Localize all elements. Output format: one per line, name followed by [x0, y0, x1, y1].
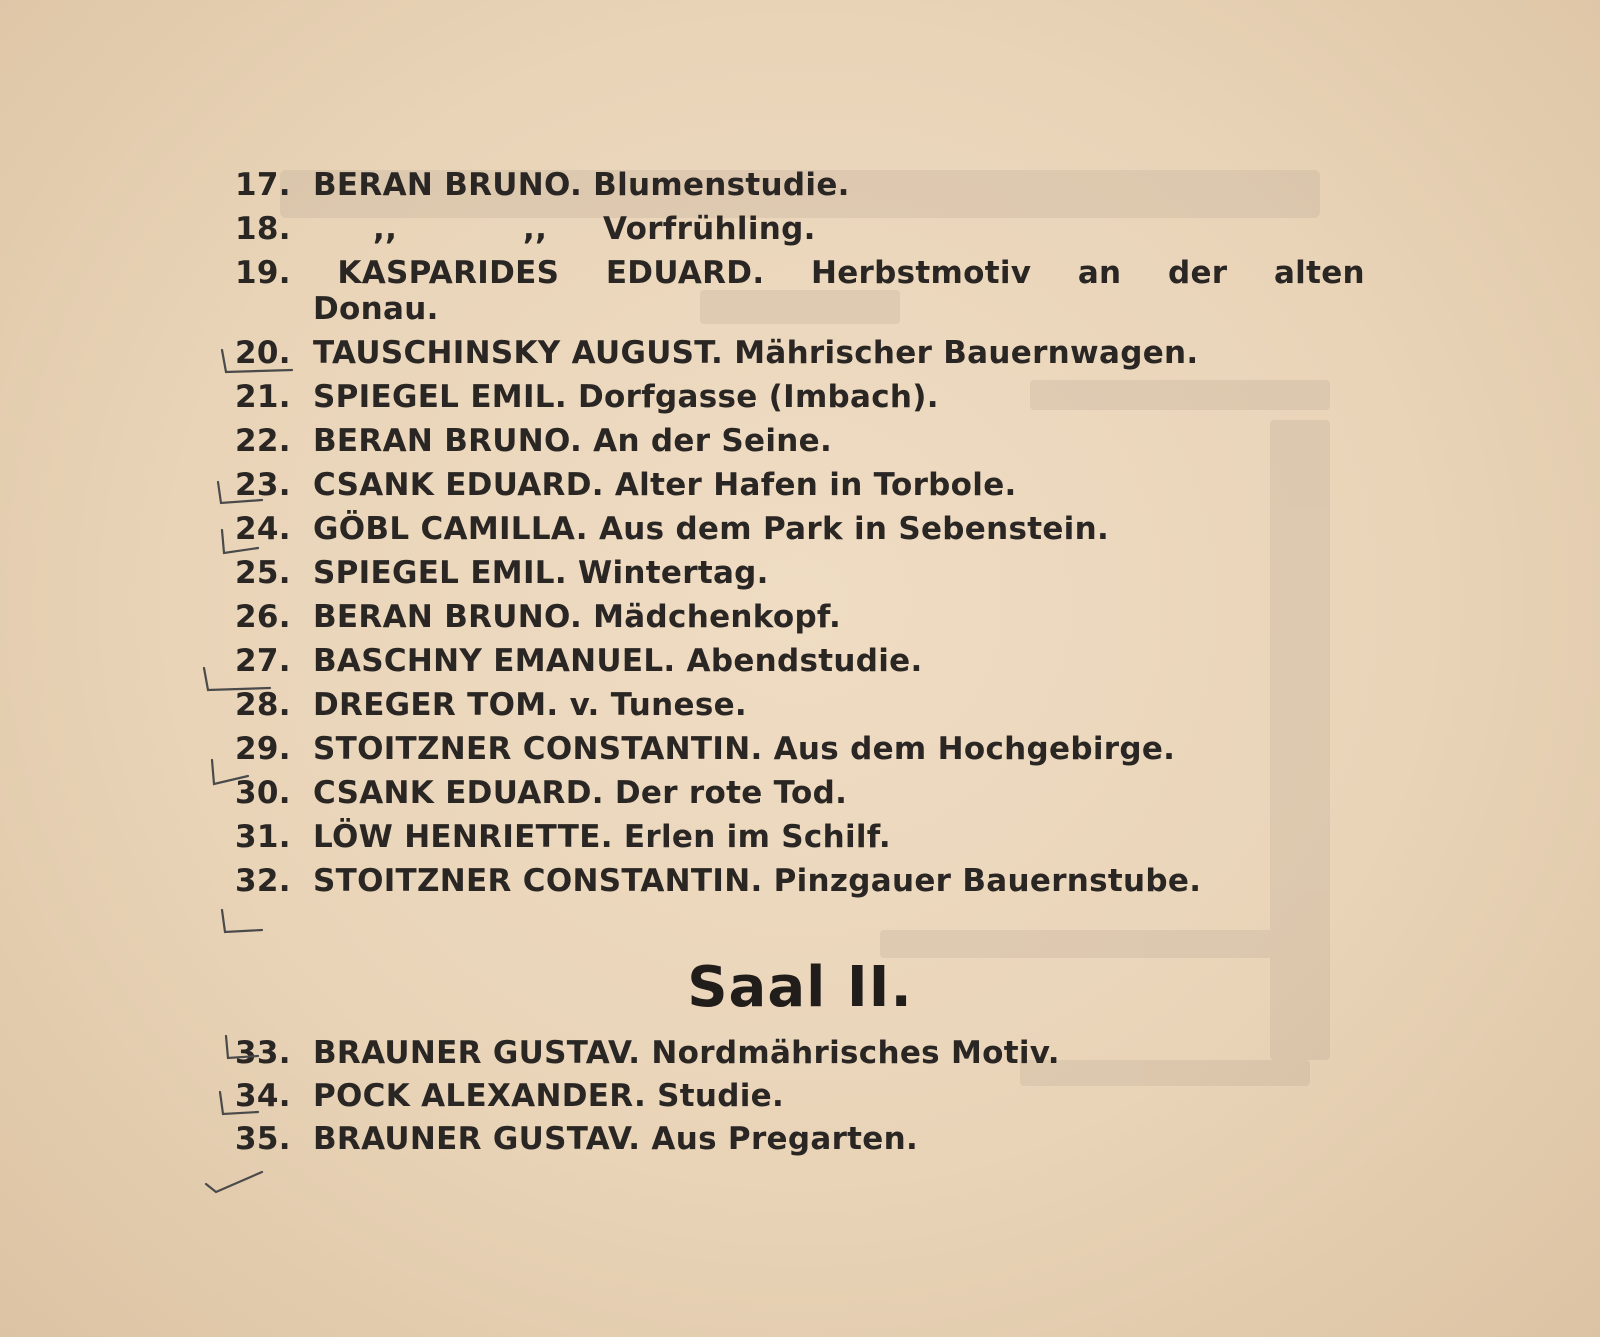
- entry-word: KASPARIDES: [337, 255, 560, 291]
- entry-continuation: Donau.: [313, 291, 439, 327]
- entry-number: 31.: [235, 819, 291, 855]
- entry-text: POCK ALEXANDER. Studie.: [313, 1078, 785, 1114]
- entry-title: Vorfrühling.: [603, 211, 816, 247]
- entry-number: 34.: [235, 1078, 291, 1114]
- entry-number: 35.: [235, 1121, 291, 1157]
- entry-number: 22.: [235, 423, 291, 459]
- entry-text: BRAUNER GUSTAV. Aus Pregarten.: [313, 1121, 919, 1157]
- entry-number: 23.: [235, 467, 291, 503]
- entry-text: BERAN BRUNO. An der Seine.: [313, 423, 833, 459]
- entry-number: 32.: [235, 863, 291, 899]
- entry-number: 17.: [235, 167, 291, 203]
- entry-number: 33.: [235, 1035, 291, 1071]
- entry-word: an: [1077, 255, 1122, 291]
- section-heading-saal-2: Saal II.: [687, 955, 913, 1020]
- entry-number: 18.: [235, 211, 291, 247]
- pencil-check-icon: [222, 350, 292, 372]
- pencil-check-icon: [212, 760, 248, 784]
- entry-text: STOITZNER CONSTANTIN. Pinzgauer Bauernstube.: [313, 863, 1202, 899]
- entry-text: CSANK EDUARD. Der rote Tod.: [313, 775, 848, 811]
- entry-text: BERAN BRUNO. Blumenstudie.: [313, 167, 850, 203]
- entry-number: 26.: [235, 599, 291, 635]
- entry-number: 30.: [235, 775, 291, 811]
- pencil-check-icon: [222, 910, 262, 932]
- entry-text: BERAN BRUNO. Mädchenkopf.: [313, 599, 842, 635]
- entry-text: TAUSCHINSKY AUGUST. Mährischer Bauernwagen.: [313, 335, 1199, 371]
- entry-text: DREGER TOM. v. Tunese.: [313, 687, 747, 723]
- entry-word: Herbstmotiv: [810, 255, 1032, 291]
- ditto-mark: ,,: [523, 211, 548, 247]
- entry-text: BRAUNER GUSTAV. Nordmährisches Motiv.: [313, 1035, 1060, 1071]
- pencil-check-icon: [226, 1036, 258, 1058]
- entry-text: CSANK EDUARD. Alter Hafen in Torbole.: [313, 467, 1017, 503]
- entry-number: 19.: [235, 255, 291, 291]
- pencil-check-icon: [218, 482, 262, 503]
- pencil-check-icon: [222, 530, 258, 553]
- ditto-mark: ,,: [373, 211, 398, 247]
- entry-number: 27.: [235, 643, 291, 679]
- entry-number: 25.: [235, 555, 291, 591]
- entry-text: BASCHNY EMANUEL. Abendstudie.: [313, 643, 923, 679]
- entry-number: 24.: [235, 511, 291, 547]
- entry-text: STOITZNER CONSTANTIN. Aus dem Hochgebirge.: [313, 731, 1176, 767]
- pencil-check-icon: [220, 1092, 258, 1114]
- entry-number: 20.: [235, 335, 291, 371]
- entry-word: EDUARD.: [605, 255, 765, 291]
- entry-text: SPIEGEL EMIL. Dorfgasse (Imbach).: [313, 379, 939, 415]
- entry-text: LÖW HENRIETTE. Erlen im Schilf.: [313, 819, 891, 855]
- entry-number: 21.: [235, 379, 291, 415]
- entry-number: 28.: [235, 687, 291, 723]
- pencil-check-icon: [204, 668, 270, 690]
- entry-word: der: [1167, 255, 1228, 291]
- entry-word: alten: [1273, 255, 1365, 291]
- entry-number: 29.: [235, 731, 291, 767]
- entry-text: SPIEGEL EMIL. Wintertag.: [313, 555, 769, 591]
- pencil-check-icon: [206, 1172, 262, 1192]
- entry-text: GÖBL CAMILLA. Aus dem Park in Sebenstein.: [313, 511, 1110, 547]
